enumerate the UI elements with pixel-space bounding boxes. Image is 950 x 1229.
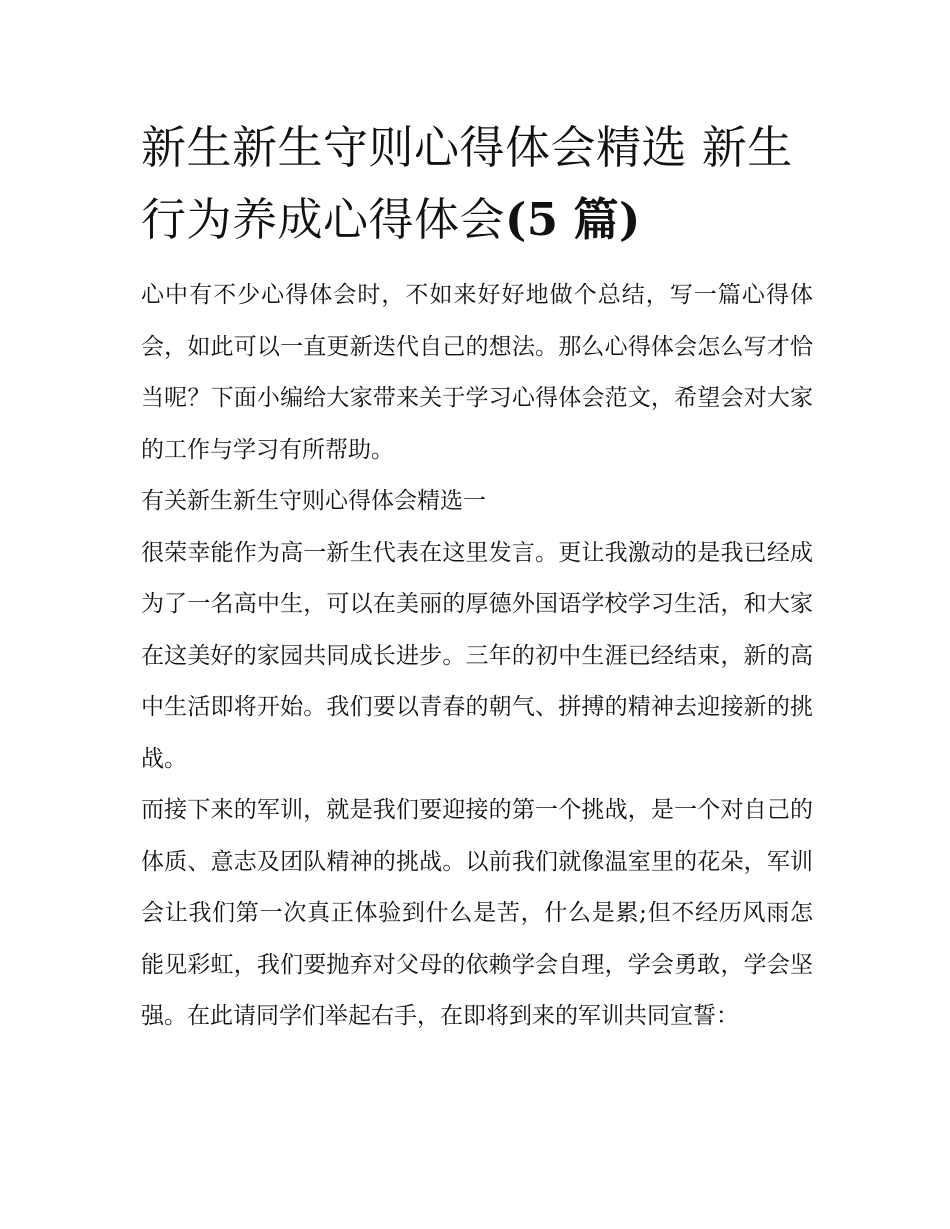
section-heading: 有关新生新生守则心得体会精选一 bbox=[141, 488, 486, 514]
body-paragraph-1: 很荣幸能作为高一新生代表在这里发言。更让我激动的是我已经成为了一名高中生，可以在美丽的厚德外国语学校学习生活，和大家在这美好的家园共同成长进步。三年的初中生涯已经结束，新的高中生活即将开始。我们要以青春的朝气、拼搏的精神去迎接新的挑战。 bbox=[141, 539, 813, 772]
title-main: 新生新生守则心得体会精选 新生行为养成心得体会 bbox=[141, 121, 793, 246]
document-title bbox=[141, 112, 813, 256]
body-paragraph-2: 而接下来的军训，就是我们要迎接的第一个挑战，是一个对自己的体质、意志及团队精神的挑战。以前我们就像温室里的花朵，军训会让我们第一次真正体验到什么是苦，什么是累;但不经历风雨怎能见彩虹，我们要抛弃对父母的依赖学会自理，学会勇敢，学会坚强。在此请同学们举起右手，在即将到来的军训共同宣誓： bbox=[141, 797, 813, 1029]
title-suffix-tail: 篇) bbox=[573, 193, 641, 246]
title-suffix-number: (5 bbox=[505, 193, 559, 246]
intro-paragraph: 心中有不少心得体会时，不如来好好地做个总结，写一篇心得体会，如此可以一直更新迭代自己的想法。那么心得体会怎么写才恰当呢？下面小编给大家带来关于学习心得体会范文，希望会对大家的工作与学习有所帮助。 bbox=[141, 282, 813, 463]
document-page bbox=[141, 112, 813, 1043]
